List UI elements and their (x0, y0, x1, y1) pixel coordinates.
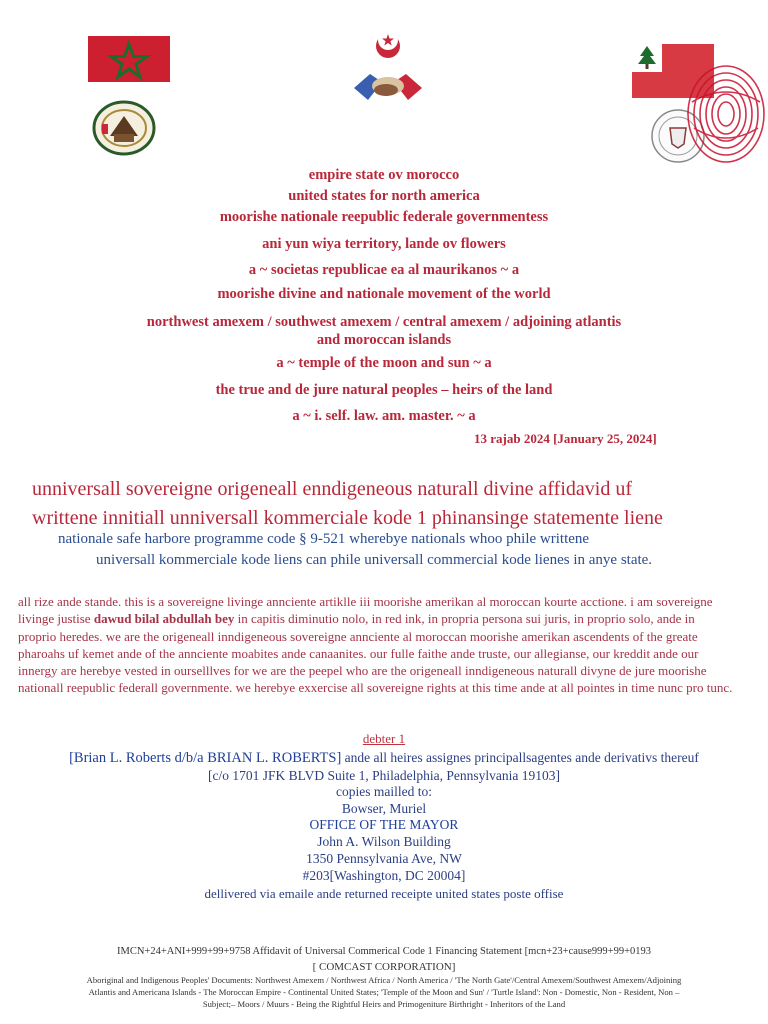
footer-ref-left: IMCN+24+ANI+999+99+9758 Affidavit of Universal Commerical Code 1 Financing Statement (117, 946, 523, 957)
header-line: moorishe divine and nationale movement of the world (217, 286, 551, 302)
footer-reference (0, 946, 768, 957)
document-subtitle-line: nationale safe harbore programme code § 9-521 wherebye nationals whoo phile writtene (58, 531, 590, 547)
copies-line: 1350 Pennsylvania Ave, NW (306, 851, 462, 866)
thumbprint-icon (682, 62, 768, 172)
document-date: 13 rajab 2024 [January 25, 2024] (474, 431, 657, 446)
debtor-name: [Brian L. Roberts d/b/a BRIAN L. ROBERTS] (69, 750, 342, 766)
header-line: a ~ i. self. law. am. master. ~ a (292, 408, 476, 424)
copies-line: OFFICE OF THE MAYOR (309, 817, 459, 832)
footer-corporation: [ COMCAST CORPORATION] (312, 961, 456, 973)
footer-disclaimer-line: Aboriginal and Indigenous Peoples' Documents: Northwest Amexem / Northwest Africa / North America / 'The North Gate'/Central Amexem/Southwest Amexem/Adjoining (86, 975, 682, 985)
footer-disclaimer-line: Atlantis and Americana Islands - The Moroccan Empire - Continental United States; 'Temple of the Moon and Sun' / 'Turtle Island': Non - Domestic, Non - Resident, Non – (88, 987, 680, 997)
crescent-handshake-icon (348, 30, 428, 110)
header-line: united states for north america (288, 188, 480, 204)
header-line: empire state ov morocco (308, 167, 460, 183)
body-text: all rize ande stande. this is a sovereigne livinge annciente artiklle iii moorishe amerikan al moroccan kourte acctione. i am sovereigne livinge justise (18, 594, 713, 627)
moroccan-flag-icon (88, 36, 170, 82)
debtor-line (0, 750, 768, 767)
body-paragraph (18, 593, 736, 697)
tribal-seal-icon (92, 100, 156, 156)
copies-line: #203[Washington, DC 20004] (302, 868, 466, 883)
footer-ref-right: [mcn+23+cause999+99+0193 (524, 946, 651, 957)
justice-name: dawud bilal abdullah bey (93, 611, 235, 627)
header-line: and moroccan islands (316, 332, 452, 348)
header-line: ani yun wiya territory, lande ov flowers (262, 236, 506, 252)
debtor-suffix: ande all heires assignes principallsagentes ande derivativs thereuf (344, 750, 699, 765)
copies-line: John A. Wilson Building (317, 834, 451, 849)
debtor-label: debter 1 (362, 731, 406, 746)
header-line: a ~ temple of the moon and sun ~ a (276, 355, 492, 371)
document-title-line: unniversall sovereigne origeneall enndigeneous naturall divine affidavid uf (32, 478, 632, 500)
debtor-address: [c/o 1701 JFK BLVD Suite 1, Philadelphia, Pennsylvania 19103] (208, 768, 560, 783)
copies-line: Bowser, Muriel (341, 801, 427, 816)
header-line: northwest amexem / southwest amexem / central amexem / adjoining atlantis (146, 314, 622, 330)
document-title-line: writtene innitiall unniversall kommerciale kode 1 phinansinge statemente liene (32, 507, 663, 529)
footer-disclaimer-line: Subject;– Moors / Muurs - Being the Rightful Heirs and Primogeniture Birthright - Inheritors of the Land (202, 999, 566, 1009)
header-line: a ~ societas republicae ea al maurikanos ~ a (248, 262, 520, 278)
document-subtitle-line: universall kommerciale kode liens can phile universall commercial kode lienes in anye state. (96, 552, 653, 568)
header-line: moorishe nationale reepublic federale governmentess (219, 209, 549, 225)
body-text: in capitis diminutio nolo, in red ink, in propria persona sui juris, in proprio solo, ande in proprio heredes. we are the origeneall inndigeneous sovereigne annciente al moroccan moorishe amerikan ascendents of the greate pharoahs uf kemet ande of the annciente moabites ande canaanites. our fulle faithe ande truste, our allegianse, our kreddit ande our innergy are herebye vested in ourselllves for we are the peepel who are the origeneall inndigeneous naturall divyne de jure moorishe nationall reepublic federall governmente. we herebye exxercise all sovereigne rights at this time ande at all pointes in time nunc pro tunc. (18, 611, 733, 696)
delivery-note: dellivered via emaile ande returned receipte united states poste offise (204, 886, 564, 901)
copies-label: copies mailled to: (336, 784, 432, 799)
header-line: the true and de jure natural peoples – heirs of the land (215, 382, 553, 398)
